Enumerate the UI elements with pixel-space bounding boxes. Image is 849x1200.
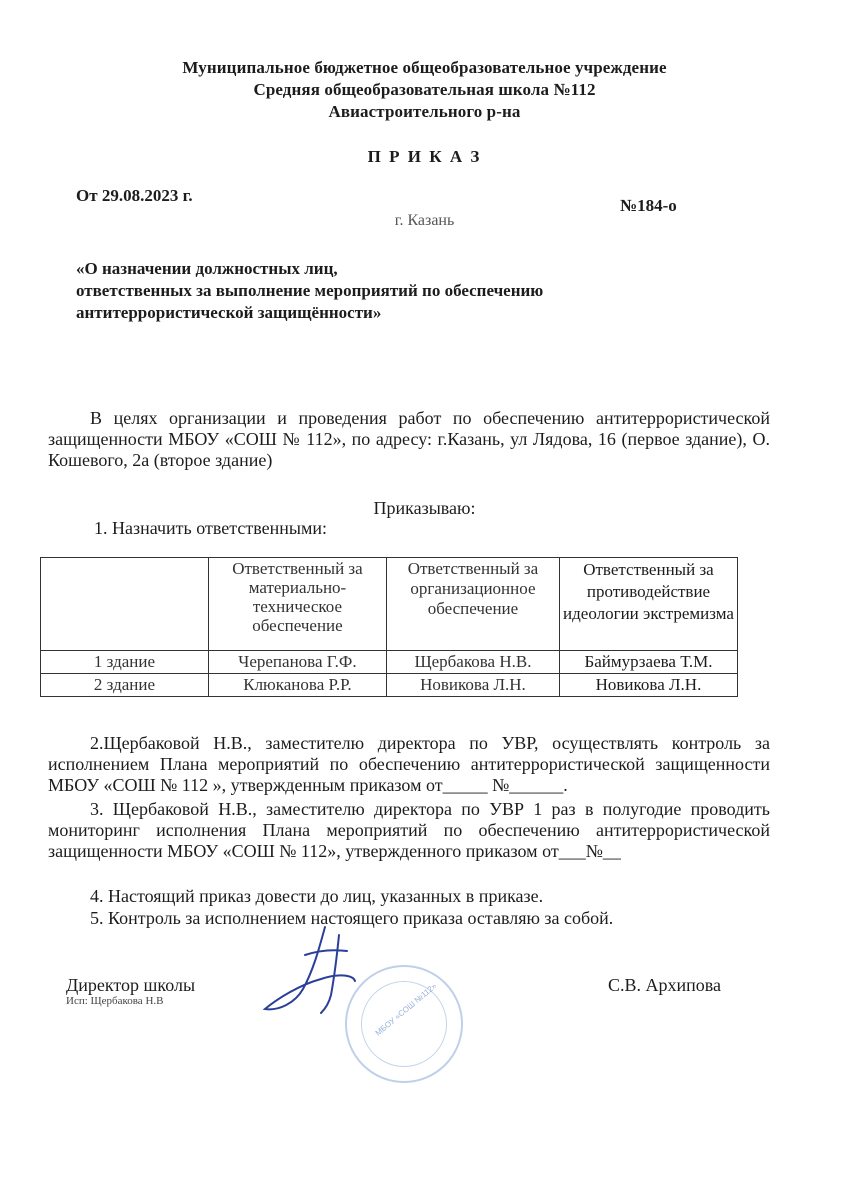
document-type: П Р И К А З [367, 147, 482, 166]
signer-name: С.В. Архипова [608, 975, 722, 995]
table-cell: Черепанова Г.Ф. [208, 651, 386, 674]
org-name: Муниципальное бюджетное общеобразовательное учреждение [182, 58, 667, 77]
district-name: Авиастроительного р-на [328, 102, 521, 121]
signer-title: Директор школы [66, 975, 196, 995]
table-header-cell [41, 558, 209, 651]
item-1: 1. Назначить ответственными: [94, 518, 327, 538]
city: г. Казань [394, 212, 455, 229]
item-4: 4. Настоящий приказ довести до лиц, указанных в приказе. [90, 886, 544, 906]
table-cell: 1 здание [41, 651, 209, 674]
table-cell: Новикова Л.Н. [386, 674, 559, 697]
school-name: Средняя общеобразовательная школа №112 [253, 80, 596, 99]
table-header-row [41, 558, 738, 651]
table-cell: Клюканова Р.Р. [208, 674, 386, 697]
preamble: В целях организации и проведения работ по обеспечению антитеррористической защищенности МБОУ «СОШ № 112», по адресу: г.Казань, ул Лядова, 16 (первое здание), О. Кошевого, 2а (второе здание) [48, 408, 770, 470]
order-word: Приказываю: [373, 498, 476, 518]
subject-line-2: ответственных за выполнение мероприятий по обеспечению [76, 281, 544, 300]
order-date: От 29.08.2023 г. [76, 186, 193, 205]
subject-line-3: антитеррористической защищённости» [76, 303, 382, 322]
table-header-cell: Ответственный за материально-техническое обеспечение [208, 558, 386, 651]
table-row [41, 674, 738, 697]
subject-line-1: «О назначении должностных лиц, [76, 259, 338, 278]
table-cell: Новикова Л.Н. [559, 674, 737, 697]
handwritten-signature [255, 915, 395, 1025]
table-cell: Баймурзаева Т.М. [559, 651, 737, 674]
responsibility-table [40, 557, 738, 697]
order-number: №184-о [620, 196, 677, 215]
table-cell: Щербакова Н.В. [386, 651, 559, 674]
order-subject [76, 258, 543, 324]
table-cell: 2 здание [41, 674, 209, 697]
item-5: 5. Контроль за исполнением настоящего приказа оставляю за собой. [90, 908, 614, 928]
table-header-cell: Ответственный за организационное обеспечение [386, 558, 559, 651]
table-row [41, 651, 738, 674]
executor: Исп: Щербакова Н.В [66, 995, 164, 1007]
item-3: 3. Щербаковой Н.В., заместителю директора по УВР 1 раз в полугодие проводить мониторинг исполнения Плана мероприятий по обеспечению антитеррористической защищенности МБОУ «СОШ № 112», утвержденного приказом от___№__ [48, 799, 770, 861]
item-2: 2.Щербаковой Н.В., заместителю директора по УВР, осуществлять контроль за исполнением Плана мероприятий по обеспечению антитеррористической защищенности МБОУ «СОШ № 112 », утвержденным приказом от_____ №______. [48, 733, 770, 795]
table-header-cell: Ответственный за противодействие идеологии экстремизма [559, 558, 737, 651]
stamp-text: МБОУ «СОШ №112» [373, 981, 439, 1038]
